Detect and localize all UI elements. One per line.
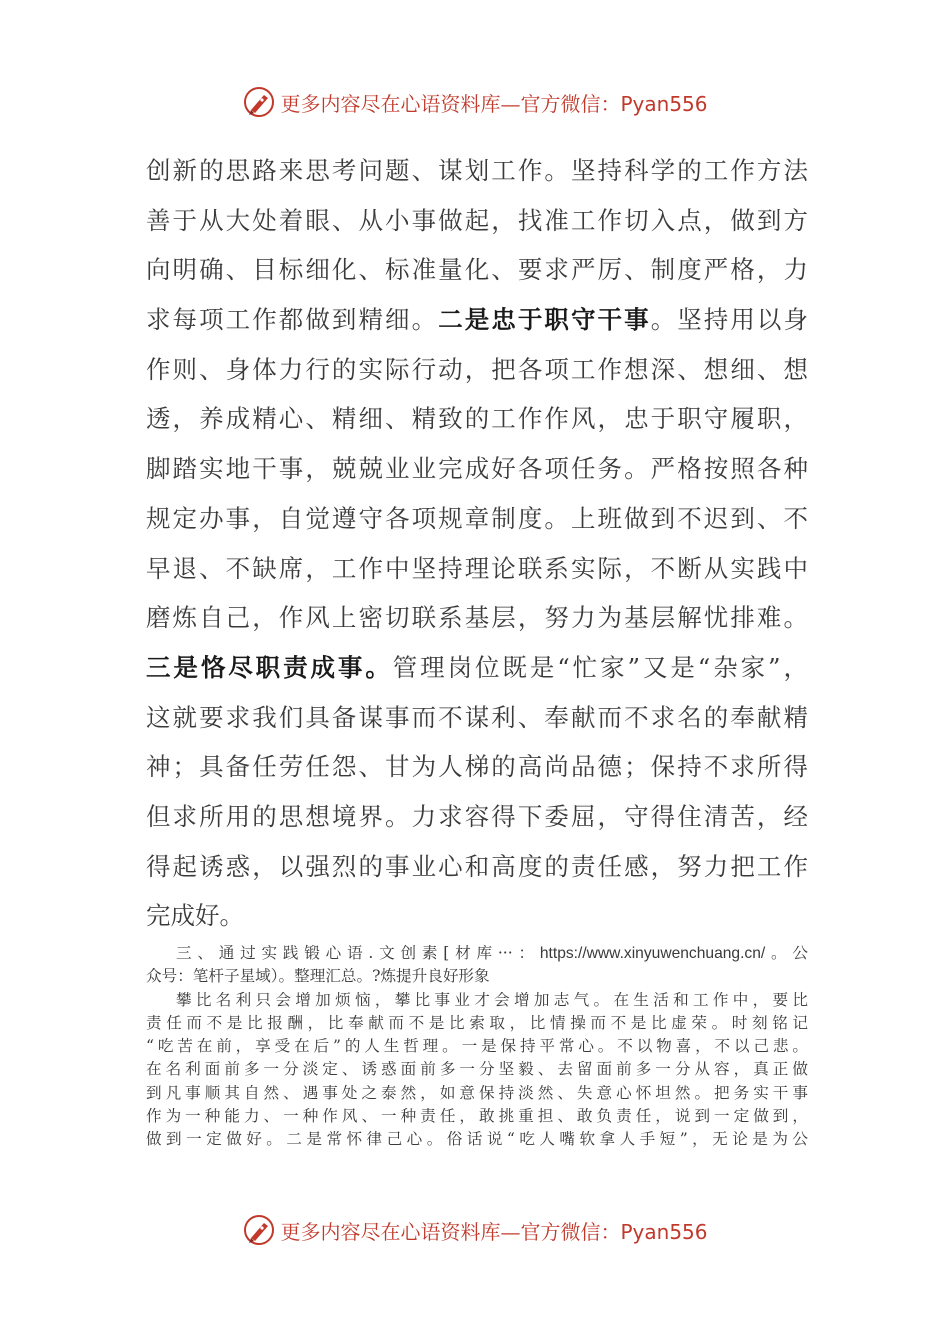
section-heading-cont: 众号：笔杆子星域）。整理汇总。?炼提升良好形象 [146,967,490,986]
text-line: 向明确、目标细化、标准量化、要求严厉、制度严格，力 [146,255,808,285]
text-line: 磨炼自己，作风上密切联系基层，努力为基层解忧排难。 [146,603,808,633]
pen-nib-icon [242,85,276,119]
banner-text: 更多内容尽在心语资料库—官方微信：Pyan556 [280,91,708,116]
text-line: 三是恪尽职责成事。管理岗位既是“忙家”又是“杂家”， [146,652,808,682]
text-line: 脚踏实地干事，兢兢业业完成好各项任务。严格按照各种 [146,454,808,484]
text-line: 完成好。 [146,901,244,931]
paragraph-line: “吃苦在前，享受在后”的人生哲理。一是保持平常心。不以物喜，不以己悲。 [146,1037,808,1056]
point-three-heading: 三是恪尽职责成事。 [146,652,393,682]
paragraph-line: 作为一种能力、一种作风、一种责任，敢挑重担、敢负责任，说到一定做到， [146,1107,808,1126]
wechat-id: Pyan556 [620,91,708,116]
point-two-heading: 二是忠于职守干事 [438,305,651,335]
paragraph-line: 做到一定做好。二是常怀律己心。俗话说“吃人嘴软拿人手短”，无论是为公 [146,1130,808,1149]
pen-nib-icon [242,1213,276,1247]
text-line: 规定办事，自觉遵守各项规章制度。上班做到不迟到、不 [146,503,808,533]
text-line: 善于从大处着眼、从小事做起，找准工作切入点，做到方 [146,205,808,235]
text-line: 透，养成精心、精细、精致的工作作风，忠于职守履职， [146,404,808,434]
paragraph-line: 在名利面前多一分淡定、诱惑面前多一分坚毅、去留面前多一分从容，真正做 [146,1060,808,1079]
text-line: 这就要求我们具备谋事而不谋利、奉献而不求名的奉献精 [146,702,808,732]
banner-text: 更多内容尽在心语资料库—官方微信：Pyan556 [280,1219,708,1244]
paragraph-line: 攀比名利只会增加烦恼，攀比事业才会增加志气。在生活和工作中，要比 [176,990,808,1009]
footer-banner [0,1210,950,1250]
section-three [146,942,808,1152]
text-line: 求每项工作都做到精细。二是忠于职守干事。坚持用以身 [146,305,808,335]
paragraph-line: 责任而不是比报酬，比奉献而不是比索取，比情操而不是比虚荣。时刻铭记 [146,1013,808,1032]
text-line: 创新的思路来思考问题、谋划工作。坚持科学的工作方法 [146,156,808,185]
text-line: 得起诱惑，以强烈的事业心和高度的责任感，努力把工作 [146,851,808,881]
text-line: 神；具备任劳任怨、甘为人梯的高尚品德；保持不求所得 [146,752,808,782]
section-heading: 三、通过实践锻心语.文创素[材库···：https://www.xinyuwenchuang.cn/。公 [176,944,808,962]
header-banner [0,82,950,122]
document-body [146,146,808,941]
source-url[interactable]: https://www.xinyuwenchuang.cn/ [539,945,766,962]
text-line: 早退、不缺席，工作中坚持理论联系实际，不断从实践中 [146,553,808,583]
wechat-id: Pyan556 [620,1219,708,1244]
text-line: 作则、身体力行的实际行动，把各项工作想深、想细、想 [146,354,808,384]
text-line: 但求所用的思想境界。力求容得下委屈，守得住清苦，经 [146,801,808,831]
paragraph-line: 到凡事顺其自然、遇事处之泰然，如意保持淡然、失意心怀坦然。把务实干事 [146,1083,808,1102]
